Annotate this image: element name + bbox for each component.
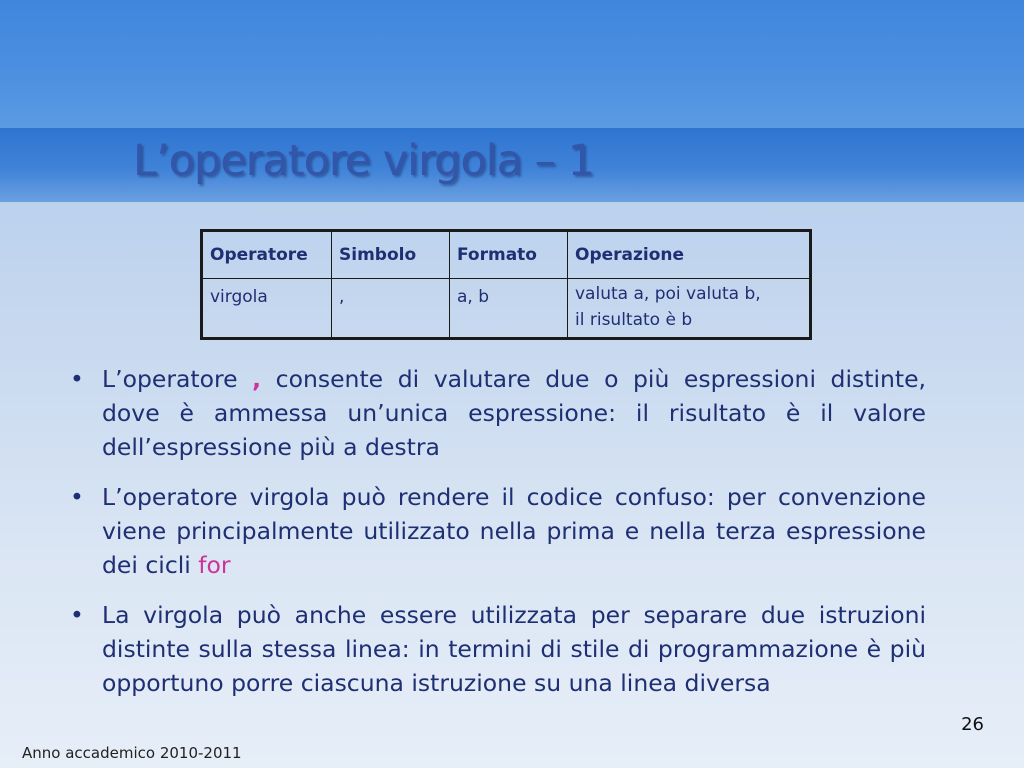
bullet-dot-icon: • [70, 483, 84, 511]
table-cell-operation [568, 279, 811, 339]
table-header: Formato [450, 231, 568, 279]
bullet-item [70, 598, 926, 700]
operation-line-2: il risultato è b [575, 310, 693, 330]
header-background [0, 0, 1024, 128]
operation-line-1: valuta a, poi valuta b, [575, 284, 761, 304]
table-cell: , [332, 279, 450, 339]
for-keyword-highlight: for [198, 551, 231, 579]
table-cell: virgola [202, 279, 332, 339]
page-number: 26 [961, 714, 984, 735]
bullet-text: La virgola può anche essere utilizzata per separare due istruzioni distinte sulla stessa linea: in termini di stile di programmazione è più opportuno porre ciascuna istruzione su una linea diversa [102, 601, 926, 697]
bullet-list [70, 362, 926, 716]
table-header: Operatore [202, 231, 332, 279]
table-cell: a, b [450, 279, 568, 339]
table-row [202, 279, 811, 339]
table-header: Simbolo [332, 231, 450, 279]
footer-text: Anno accademico 2010-2011 [22, 744, 242, 762]
bullet-dot-icon: • [70, 365, 84, 393]
bullet-text: L’operatore virgola può rendere il codice confuso: per convenzione viene principalmente utilizzato nella prima e nella terza espressione dei cicli [102, 483, 926, 579]
bullet-item [70, 362, 926, 464]
table-header-row [202, 231, 811, 279]
bullet-text: consente di valutare due o più espressioni distinte, dove è ammessa un’unica espressione: il risultato è il valore dell’espressione più a destra [102, 365, 927, 461]
table-header: Operazione [568, 231, 811, 279]
bullet-dot-icon: • [70, 601, 84, 629]
comma-operator-highlight: , [252, 365, 262, 393]
slide-title: L’operatore virgola – 1 [133, 136, 595, 186]
operator-table [200, 229, 812, 340]
bullet-text: L’operatore [102, 365, 253, 393]
bullet-item [70, 480, 926, 582]
